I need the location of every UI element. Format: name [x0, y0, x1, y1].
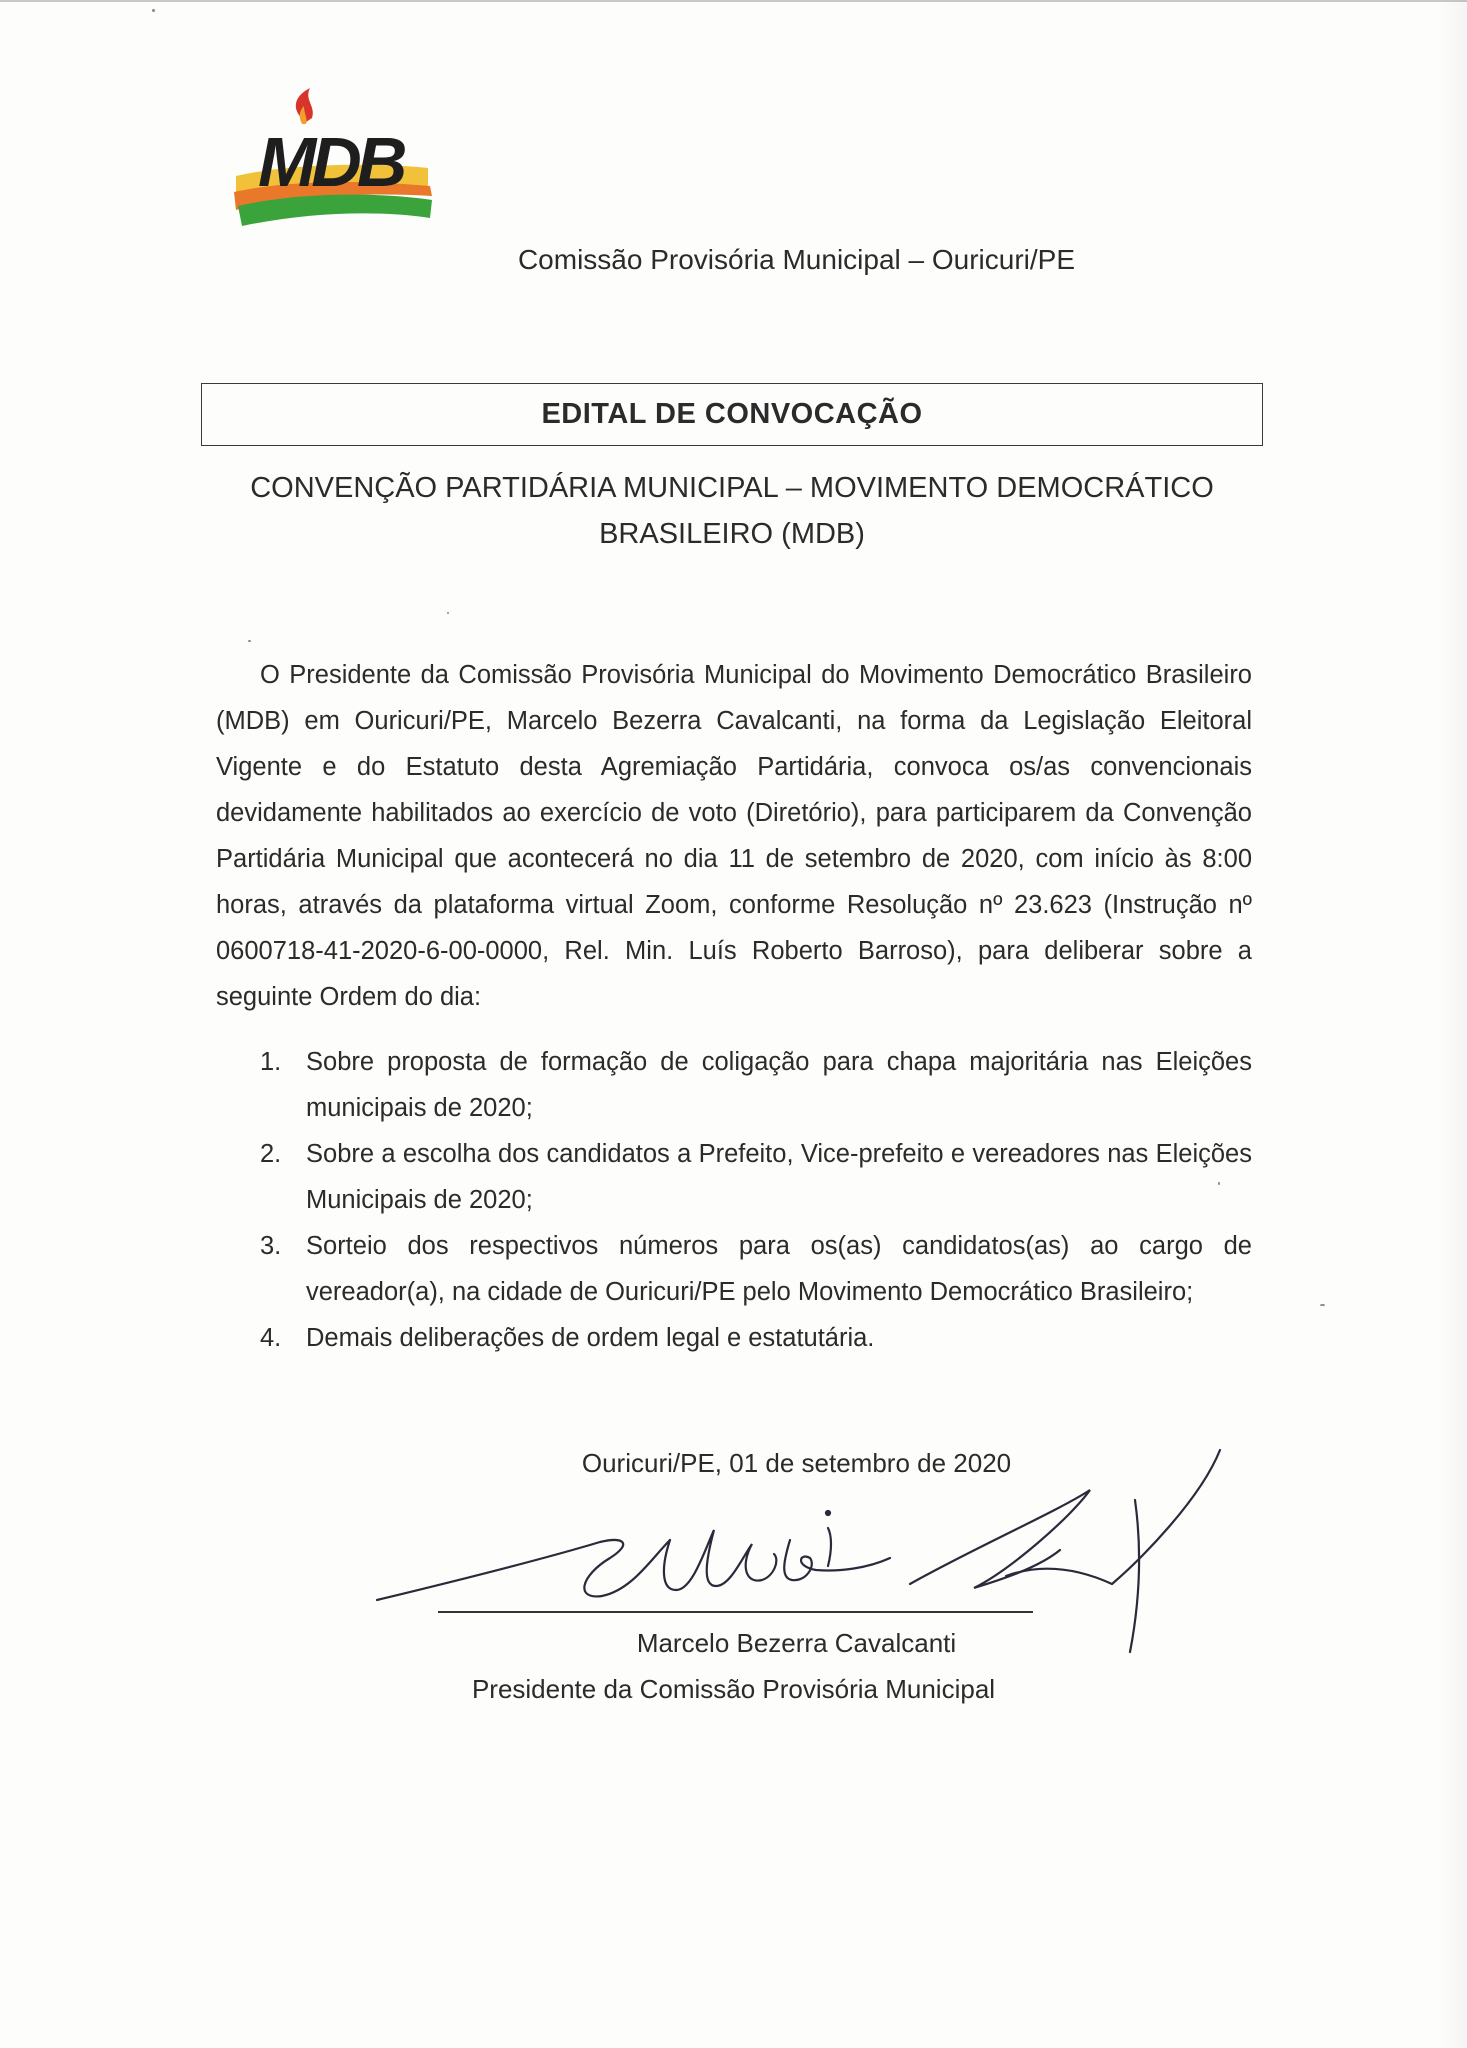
- scan-speck: [447, 612, 449, 614]
- signer-role: Presidente da Comissão Provisória Municipal: [471, 1674, 996, 1704]
- scan-speck: [248, 640, 251, 642]
- subtitle-line-2: BRASILEIRO (MDB): [599, 518, 865, 550]
- subtitle-line-1: CONVENÇÃO PARTIDÁRIA MUNICIPAL – MOVIMENTO DEMOCRÁTICO: [250, 472, 1214, 504]
- agenda-item: [216, 1315, 1252, 1361]
- scan-shadow: [1437, 0, 1467, 2048]
- scan-speck: [1320, 1304, 1325, 1306]
- agenda-item-text: Demais deliberações de ordem legal e estatutária.: [306, 1324, 875, 1352]
- title-box: [201, 383, 1263, 446]
- organization-header: Comissão Provisória Municipal – Ouricuri/PE: [517, 244, 1076, 275]
- page-top-border: [0, 0, 1467, 2]
- agenda-list: [216, 1039, 1252, 1361]
- agenda-item-number: 4.: [260, 1324, 282, 1352]
- agenda-item: [216, 1039, 1252, 1131]
- agenda-item-text: Sobre a escolha dos candidatos a Prefeito, Vice-prefeito e vereadores nas Eleições Municipais de 2020;: [306, 1140, 1252, 1214]
- subtitle: [201, 465, 1263, 557]
- agenda-item-number: 2.: [260, 1140, 282, 1168]
- signature-line: [438, 1611, 1033, 1613]
- agenda-item-text: Sorteio dos respectivos números para os(as) candidatos(as) ao cargo de vereador(a), na cidade de Ouricuri/PE pelo Movimento Democrático Brasileiro;: [306, 1232, 1252, 1306]
- logo-text: MDB: [258, 123, 403, 201]
- scan-speck: [1218, 1182, 1220, 1185]
- agenda-item-number: 3.: [260, 1232, 282, 1260]
- document-title: EDITAL DE CONVOCAÇÃO: [541, 398, 923, 430]
- mdb-logo: [228, 88, 438, 228]
- agenda-item: [216, 1131, 1252, 1223]
- agenda-item-text: Sobre proposta de formação de coligação para chapa majoritária nas Eleições municipais de 2020;: [306, 1048, 1252, 1122]
- agenda-item-number: 1.: [260, 1048, 282, 1076]
- scan-speck: [152, 9, 155, 12]
- place-date: Ouricuri/PE, 01 de setembro de 2020: [581, 1448, 1012, 1478]
- agenda-item: [216, 1223, 1252, 1315]
- signer-name: Marcelo Bezerra Cavalcanti: [636, 1628, 957, 1658]
- body-paragraph: O Presidente da Comissão Provisória Municipal do Movimento Democrático Brasileiro (MDB) em Ouricuri/PE, Marcelo Bezerra Cavalcanti, na forma da Legislação Eleitoral Vigente e do Estatuto desta Agremiação Partidária, convoca os/as convencionais devidamente habilitados ao exercício de voto (Diretório), para participarem da Convenção Partidária Municipal que acontecerá no dia 11 de setembro de 2020, com início às 8:00 horas, através da plataforma virtual Zoom, conforme Resolução nº 23.623 (Instrução nº 0600718-41-2020-6-00-0000, Rel. Min. Luís Roberto Barroso), para deliberar sobre a seguinte Ordem do dia:: [216, 661, 1252, 1011]
